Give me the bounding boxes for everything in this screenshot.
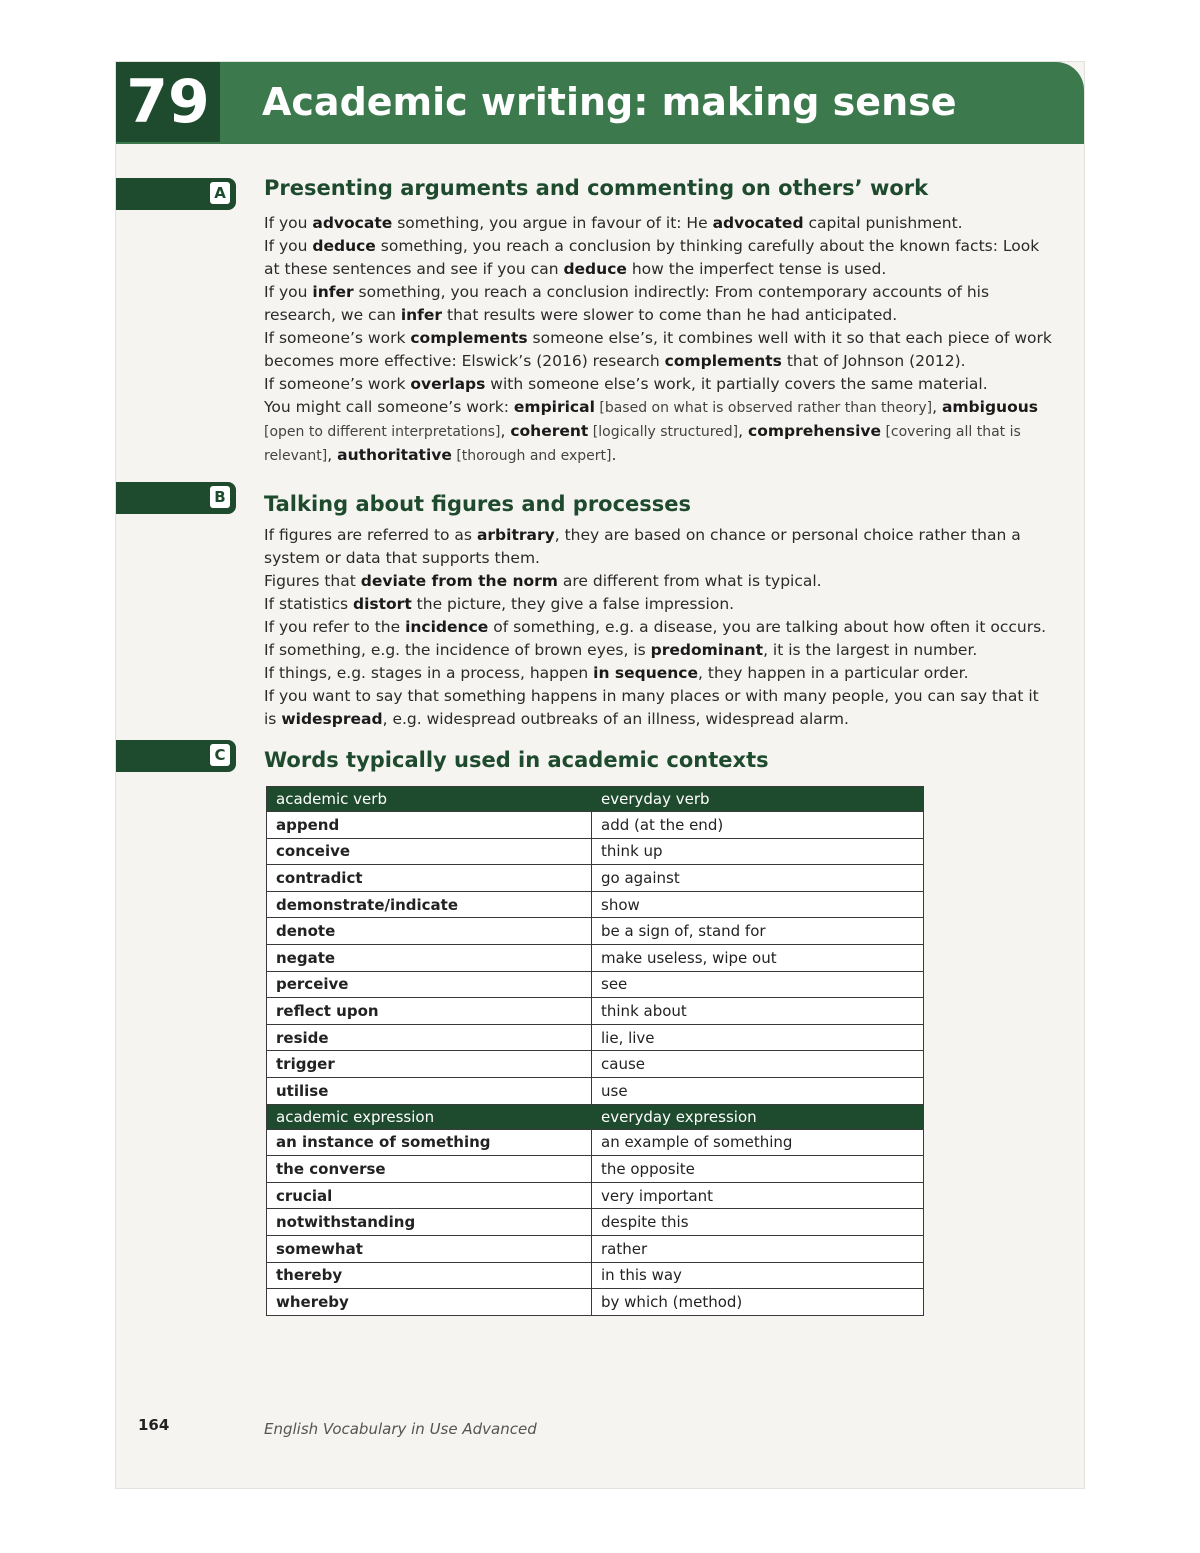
everyday-term-cell: see xyxy=(592,971,924,998)
everyday-term-cell: make useless, wipe out xyxy=(592,944,924,971)
section-letter: B xyxy=(210,486,230,508)
section-paragraph xyxy=(264,662,1056,685)
body-text: You might call someone’s work: xyxy=(264,398,514,416)
table-row xyxy=(267,971,924,998)
everyday-term-cell: very important xyxy=(592,1182,924,1209)
section-tab-c xyxy=(116,740,236,772)
column-header: everyday verb xyxy=(592,787,924,812)
body-text: , they are based on chance or personal choice rather than a system or data that supports them. xyxy=(264,526,1021,567)
column-header: academic expression xyxy=(267,1104,592,1129)
everyday-term-cell: add (at the end) xyxy=(592,812,924,839)
body-text: If you xyxy=(264,214,313,232)
section-paragraph xyxy=(264,212,1056,235)
academic-term-cell: somewhat xyxy=(267,1235,592,1262)
everyday-term-cell: despite this xyxy=(592,1209,924,1236)
book-page xyxy=(116,62,1084,1488)
term-gloss: [open to different interpretations] xyxy=(264,424,501,440)
academic-term-cell: perceive xyxy=(267,971,592,998)
key-term: advocate xyxy=(312,214,393,232)
table-row xyxy=(267,1262,924,1289)
table-row xyxy=(267,1235,924,1262)
table-row xyxy=(267,1077,924,1104)
table-header-row xyxy=(267,1104,924,1129)
body-text: . xyxy=(611,446,617,464)
everyday-term-cell: by which (method) xyxy=(592,1289,924,1316)
column-header: academic verb xyxy=(267,787,592,812)
unit-header xyxy=(116,62,1084,144)
everyday-term-cell: in this way xyxy=(592,1262,924,1289)
section-paragraph xyxy=(264,235,1056,281)
table-row xyxy=(267,891,924,918)
everyday-term-cell: the opposite xyxy=(592,1156,924,1183)
table-row xyxy=(267,1209,924,1236)
key-term: in sequence xyxy=(593,664,699,682)
body-text: the picture, they give a false impression. xyxy=(411,595,735,613)
body-text: , xyxy=(500,422,511,440)
academic-term-cell: reside xyxy=(267,1024,592,1051)
body-text: someone else’s, it combines well with it so that each piece of work becomes more effective: Elswick’s (2016) research xyxy=(264,329,1052,370)
body-text: how the imperfect tense is used. xyxy=(626,260,887,278)
academic-term-cell: an instance of something xyxy=(267,1129,592,1156)
academic-term-cell: contradict xyxy=(267,865,592,892)
table-row xyxy=(267,1289,924,1316)
body-text: are different from what is typical. xyxy=(557,572,822,590)
key-term: advocated xyxy=(712,214,804,232)
key-term: ambiguous xyxy=(941,398,1038,416)
academic-term-cell: negate xyxy=(267,944,592,971)
everyday-term-cell: think about xyxy=(592,998,924,1025)
table-row xyxy=(267,918,924,945)
column-header: everyday expression xyxy=(592,1104,924,1129)
academic-term-cell: conceive xyxy=(267,838,592,865)
body-text: that of Johnson (2012). xyxy=(781,352,966,370)
table-row xyxy=(267,812,924,839)
body-text: , they happen in a particular order. xyxy=(698,664,969,682)
key-term: deduce xyxy=(312,237,376,255)
body-text: If someone’s work xyxy=(264,329,411,347)
page-number: 164 xyxy=(138,1416,170,1434)
body-text: something, you reach a conclusion by thinking carefully about the known facts: Look at these sentences and see if you can xyxy=(264,237,1040,278)
table-row xyxy=(267,1156,924,1183)
section-paragraph xyxy=(264,570,1056,593)
body-text: If you xyxy=(264,283,313,301)
body-text: , it is the largest in number. xyxy=(763,641,978,659)
academic-term-cell: demonstrate/indicate xyxy=(267,891,592,918)
key-term: comprehensive xyxy=(748,422,881,440)
body-text: capital punishment. xyxy=(803,214,963,232)
section-paragraph xyxy=(264,639,1056,662)
section-body-a xyxy=(264,212,1056,468)
table-row xyxy=(267,1182,924,1209)
key-term: overlaps xyxy=(410,375,486,393)
key-term: predominant xyxy=(650,641,764,659)
table-row xyxy=(267,1129,924,1156)
everyday-term-cell: rather xyxy=(592,1235,924,1262)
key-term: deduce xyxy=(563,260,627,278)
unit-title: Academic writing: making sense xyxy=(262,80,957,124)
body-text: If things, e.g. stages in a process, happen xyxy=(264,664,594,682)
body-text: If you xyxy=(264,237,313,255)
book-title: English Vocabulary in Use Advanced xyxy=(264,1420,537,1438)
section-tab-a xyxy=(116,178,236,210)
body-text: of something, e.g. a disease, you are talking about how often it occurs. xyxy=(488,618,1047,636)
section-body-b xyxy=(264,524,1056,731)
section-paragraph xyxy=(264,616,1056,639)
key-term: deviate from the norm xyxy=(360,572,558,590)
key-term: distort xyxy=(352,595,412,613)
section-paragraph xyxy=(264,396,1056,468)
table-row xyxy=(267,838,924,865)
section-letter: C xyxy=(210,744,230,766)
body-text: that results were slower to come than he had anticipated. xyxy=(442,306,898,324)
body-text: If figures are referred to as xyxy=(264,526,477,544)
academic-term-cell: reflect upon xyxy=(267,998,592,1025)
section-paragraph xyxy=(264,524,1056,570)
academic-term-cell: thereby xyxy=(267,1262,592,1289)
key-term: complements xyxy=(664,352,782,370)
key-term: authoritative xyxy=(337,446,452,464)
body-text: something, you argue in favour of it: He xyxy=(392,214,713,232)
everyday-term-cell: show xyxy=(592,891,924,918)
everyday-term-cell: use xyxy=(592,1077,924,1104)
term-gloss: [logically structured] xyxy=(588,424,739,440)
key-term: empirical xyxy=(513,398,595,416)
term-gloss: [based on what is observed rather than theory] xyxy=(594,400,933,416)
academic-term-cell: append xyxy=(267,812,592,839)
key-term: coherent xyxy=(510,422,589,440)
key-term: widespread xyxy=(281,710,383,728)
table-row xyxy=(267,1024,924,1051)
everyday-term-cell: be a sign of, stand for xyxy=(592,918,924,945)
table-row xyxy=(267,865,924,892)
everyday-term-cell: an example of something xyxy=(592,1129,924,1156)
body-text: , xyxy=(932,398,942,416)
table-row xyxy=(267,944,924,971)
section-heading-c: Words typically used in academic contexts xyxy=(264,748,769,772)
table-header-row xyxy=(267,787,924,812)
body-text: If someone’s work xyxy=(264,375,411,393)
table-row xyxy=(267,1051,924,1078)
key-term: incidence xyxy=(405,618,489,636)
key-term: infer xyxy=(312,283,354,301)
academic-term-cell: whereby xyxy=(267,1289,592,1316)
section-letter: A xyxy=(210,182,230,204)
body-text: If you refer to the xyxy=(264,618,406,636)
body-text: If something, e.g. the incidence of brown eyes, is xyxy=(264,641,651,659)
section-heading-b: Talking about figures and processes xyxy=(264,492,692,516)
body-text: with someone else’s work, it partially covers the same material. xyxy=(485,375,988,393)
academic-term-cell: trigger xyxy=(267,1051,592,1078)
body-text: , e.g. widespread outbreaks of an illness, widespread alarm. xyxy=(382,710,849,728)
academic-term-cell: notwithstanding xyxy=(267,1209,592,1236)
key-term: complements xyxy=(410,329,528,347)
body-text: , xyxy=(738,422,749,440)
unit-number: 79 xyxy=(116,62,220,142)
body-text: something, you reach a conclusion indirectly: From contemporary accounts of his research, we can xyxy=(264,283,990,324)
section-paragraph xyxy=(264,373,1056,396)
academic-term-cell: denote xyxy=(267,918,592,945)
body-text: , xyxy=(327,446,338,464)
section-paragraph xyxy=(264,593,1056,616)
section-tab-b xyxy=(116,482,236,514)
body-text: If statistics xyxy=(264,595,353,613)
term-gloss: [covering all that is relevant] xyxy=(264,424,1021,464)
everyday-term-cell: cause xyxy=(592,1051,924,1078)
section-heading-a: Presenting arguments and commenting on others’ work xyxy=(264,176,929,200)
section-paragraph xyxy=(264,327,1056,373)
body-text: Figures that xyxy=(264,572,361,590)
academic-term-cell: utilise xyxy=(267,1077,592,1104)
everyday-term-cell: think up xyxy=(592,838,924,865)
table-row xyxy=(267,998,924,1025)
everyday-term-cell: lie, live xyxy=(592,1024,924,1051)
everyday-term-cell: go against xyxy=(592,865,924,892)
key-term: arbitrary xyxy=(476,526,555,544)
section-paragraph xyxy=(264,281,1056,327)
academic-term-cell: the converse xyxy=(267,1156,592,1183)
vocabulary-table xyxy=(266,786,924,1316)
body-text: If you want to say that something happens in many places or with many people, you can say that it is xyxy=(264,687,1039,728)
academic-term-cell: crucial xyxy=(267,1182,592,1209)
key-term: infer xyxy=(400,306,443,324)
term-gloss: [thorough and expert] xyxy=(451,448,612,464)
section-paragraph xyxy=(264,685,1056,731)
